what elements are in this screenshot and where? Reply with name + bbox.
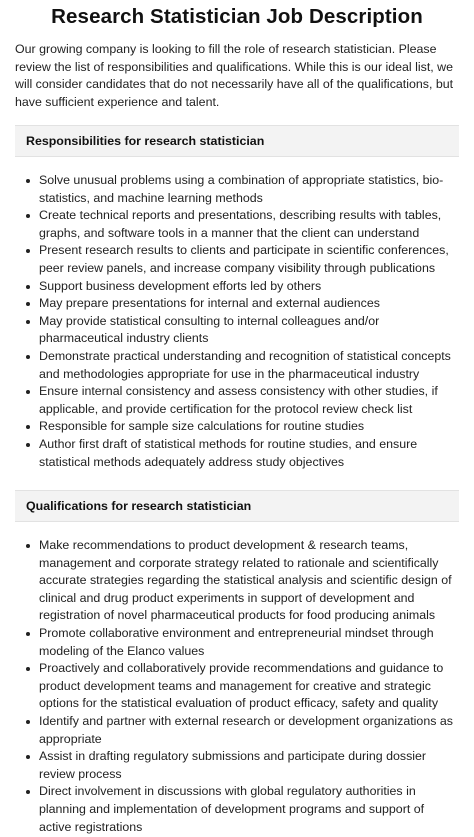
list-item: Responsible for sample size calculations for routine studies: [39, 418, 459, 436]
list-item: Demonstrate practical understanding and recognition of statistical concepts and methodologies appropriate for use in the pharmaceutical industry: [39, 348, 459, 383]
list-item: Author first draft of statistical methods for routine studies, and ensure statistical methods adequately address study objectives: [39, 436, 459, 471]
list-item: Support business development efforts led by others: [39, 278, 459, 296]
list-item: Ensure internal consistency and assess consistency with other studies, if applicable, and provide certification for the protocol review check list: [39, 383, 459, 418]
list-item: May prepare presentations for internal and external audiences: [39, 295, 459, 313]
responsibilities-list: [15, 172, 459, 471]
intro-paragraph: Our growing company is looking to fill the role of research statistician. Please review the list of responsibilities and qualifications. While this is our ideal list, we will consider candidates that do not necessarily have all of the qualifications, but have sufficient experience and talent.: [15, 42, 454, 109]
page-title: Research Statistician Job Description: [51, 5, 423, 28]
list-item: May provide statistical consulting to internal colleagues and/or pharmaceutical industry clients: [39, 313, 459, 348]
list-item: Proactively and collaboratively provide recommendations and guidance to product development teams and management for creative and strategic options for the statistical evaluation of product efficacy, safety and quality: [39, 660, 459, 713]
list-item: Identify and partner with external research or development organizations as appropriate: [39, 713, 459, 748]
responsibilities-heading: Responsibilities for research statistician: [15, 125, 459, 157]
list-item: Create technical reports and presentations, describing results with tables, graphs, and software tools in a manner that the client can understand: [39, 207, 459, 242]
qualifications-list: [15, 537, 459, 836]
list-item: Present research results to clients and participate in scientific conferences, peer review panels, and increase company visibility through publications: [39, 242, 459, 277]
list-item: Direct involvement in discussions with global regulatory authorities in planning and implementation of development programs and support of active registrations: [39, 783, 459, 836]
list-item: Make recommendations to product development & research teams, management and corporate strategy related to rationale and scientifically accurate strategies regarding the statistical analysis and scientific design of clinical and drug product experiments in support of development and registration of novel pharmaceutical products for food producing animals: [39, 537, 459, 625]
qualifications-heading: Qualifications for research statistician: [15, 490, 459, 522]
list-item: Solve unusual problems using a combination of appropriate statistics, bio-statistics, and machine learning methods: [39, 172, 459, 207]
list-item: Assist in drafting regulatory submissions and participate during dossier review process: [39, 748, 459, 783]
list-item: Promote collaborative environment and entrepreneurial mindset through modeling of the Elanco values: [39, 625, 459, 660]
